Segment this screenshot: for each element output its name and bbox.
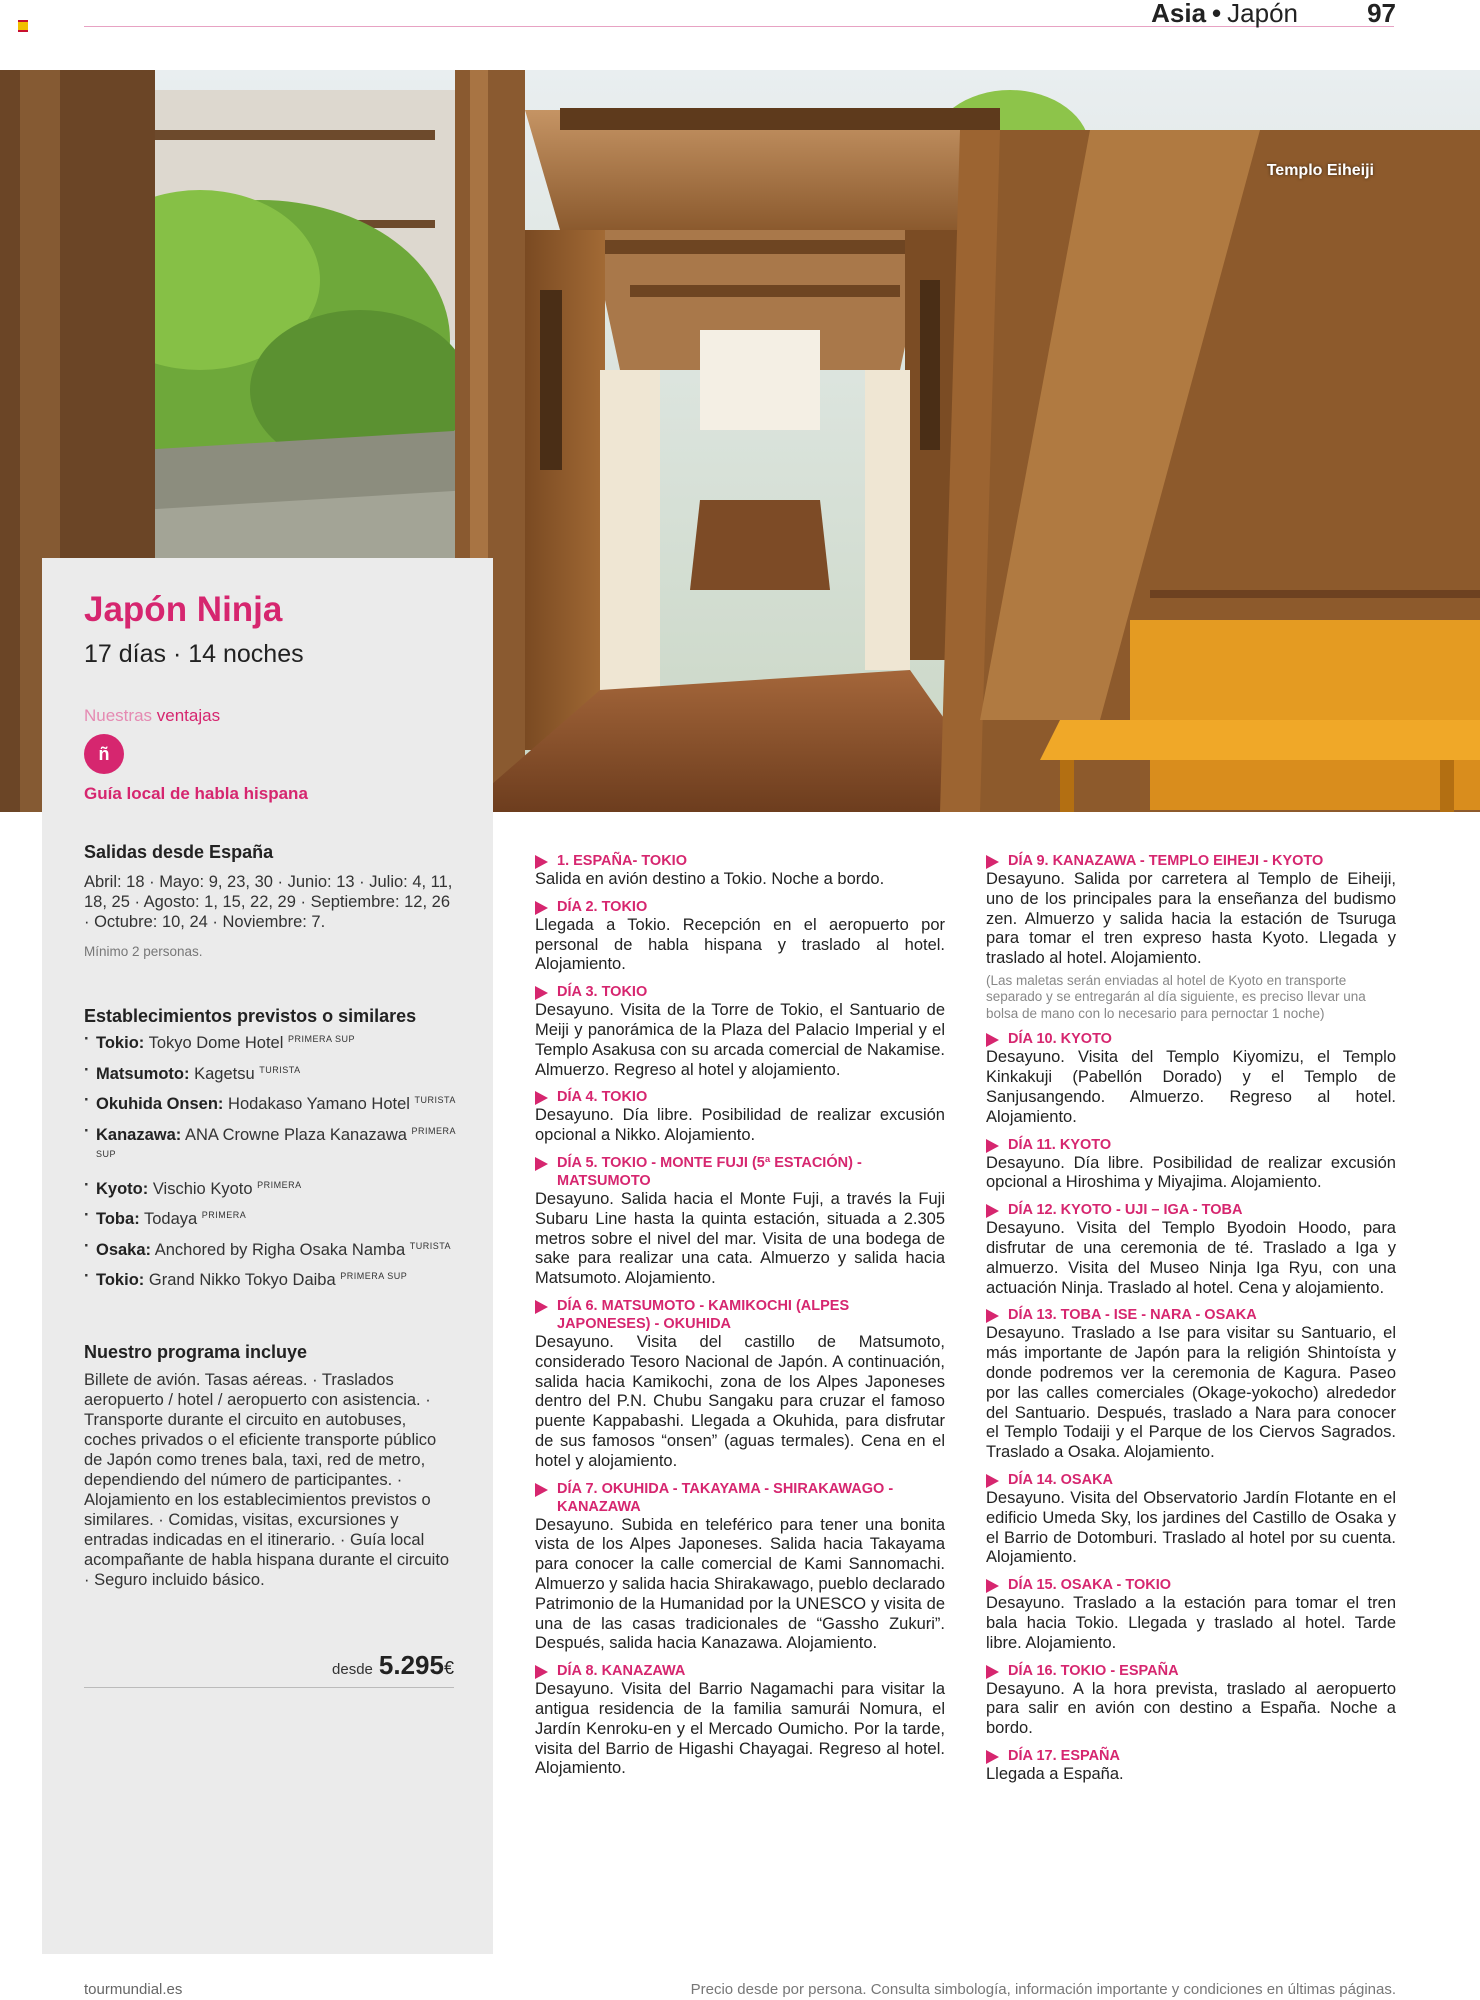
day-text: Llegada a España.	[986, 1765, 1124, 1783]
minimum-persons: Mínimo 2 personas.	[84, 944, 203, 959]
day-title: DÍA 12. KYOTO - UJI – IGA - TOBA	[986, 1201, 1396, 1219]
hotel-name: Tokyo Dome Hotel	[148, 1034, 284, 1052]
page-header	[1151, 0, 1298, 29]
hotel-category: TURISTA	[409, 1240, 452, 1251]
departures-heading: Salidas desde España	[84, 842, 274, 862]
itinerary-day	[535, 1088, 945, 1146]
hotel-item	[84, 1267, 464, 1291]
hotel-name: Grand Nikko Tokyo Daiba	[148, 1271, 336, 1289]
hotel-city: Tokio:	[96, 1034, 145, 1052]
price-amount	[379, 1650, 454, 1680]
day-title: DÍA 7. OKUHIDA - TAKAYAMA - SHIRAKAWAGO - KANAZAWA	[535, 1480, 945, 1516]
day-text: Desayuno. Visita del Barrio Nagamachi para visitar la antigua residencia de la familia samurái Nomura, el Jardín Kenroku-en y el Mercado Oumicho. Por la tarde, visita del Barrio de Higashi Chayagai. Regreso al hotel. Alojamiento.	[535, 1680, 945, 1778]
hotel-item	[84, 1030, 464, 1054]
day-text: Desayuno. Visita del Templo Byodoin Hoodo, para disfrutar de una ceremonia de té. Traslado a Iga y almuerzo. Visita del Museo Ninja Iga Ryu, con una actuación Ninja. Traslado al hotel. Cena y alojamiento.	[986, 1219, 1396, 1297]
price-currency: €	[443, 1658, 454, 1678]
day-title: DÍA 15. OSAKA - TOKIO	[986, 1576, 1396, 1594]
hotels-heading: Establecimientos previstos o similares	[84, 1006, 417, 1026]
includes-heading: Nuestro programa incluye	[84, 1342, 308, 1362]
advantages-label	[84, 706, 220, 726]
trip-duration: 17 días · 14 noches	[84, 640, 304, 668]
itinerary-day	[986, 1662, 1396, 1739]
hotel-item	[84, 1061, 464, 1085]
day-text: Desayuno. Salida por carretera al Templo de Eiheiji, uno de los principales para la enseñanza del budismo zen. Almuerzo y salida hacia la estación de Tsuruga para tomar el tren expreso hasta Kyoto. Llegada y traslado al hotel. Alojamiento.	[986, 870, 1396, 968]
hotel-name: Kagetsu	[194, 1064, 255, 1083]
day-title: DÍA 8. KANAZAWA	[535, 1662, 945, 1680]
day-text: Desayuno. Visita del Observatorio Jardín Flotante en el edificio Umeda Sky, los jardines del Castillo de Osaka y el Barrio de Dotomburi. Traslado al hotel por su cuenta. Alojamiento.	[986, 1489, 1396, 1567]
day-text: Desayuno. Salida hacia el Monte Fuji, a través la Fuji Subaru Line hasta la quinta estación, situada a 2.305 metros sobre el nivel del mar. Visita de una bodega de sake para realizar una cata. Almuerzo y salida hacia Matsumoto. Alojamiento.	[535, 1189, 945, 1288]
hotel-city: Okuhida Onsen:	[96, 1095, 224, 1113]
hotel-category: TURISTA	[414, 1095, 456, 1105]
hotel-city: Osaka:	[96, 1240, 152, 1259]
hotel-category: PRIMERA	[257, 1179, 302, 1190]
itinerary-day	[986, 1747, 1396, 1785]
itinerary-day	[535, 1662, 945, 1779]
day-text: Salida en avión destino a Tokio. Noche a bordo.	[535, 870, 885, 888]
itinerary-column-2	[986, 852, 1396, 1793]
day-title: DÍA 4. TOKIO	[535, 1088, 945, 1106]
hotel-category: TURISTA	[259, 1064, 301, 1075]
day-title: 1. ESPAÑA- TOKIO	[535, 852, 945, 870]
trip-summary-panel	[42, 558, 493, 1954]
header-region: Asia	[1151, 0, 1207, 28]
day-note: (Las maletas serán enviadas al hotel de Kyoto en transporte separado y se entregarán al día siguiente, es preciso llevar una bolsa de mano con lo necesario para pernoctar 1 noche)	[986, 972, 1366, 1021]
hotel-category: PRIMERA SUP	[287, 1034, 355, 1044]
hotel-item	[84, 1091, 464, 1115]
footer-site-link[interactable]: tourmundial.es	[84, 1981, 183, 1998]
hotel-city: Matsumoto:	[96, 1064, 190, 1083]
itinerary-day	[986, 1576, 1396, 1653]
footer-note: Precio desde por persona. Consulta simbología, información importante y condiciones en últimas páginas.	[690, 1981, 1396, 1998]
hotel-item	[84, 1122, 464, 1169]
advantage-item: Guía local de habla hispana	[84, 784, 308, 803]
hotel-name: ANA Crowne Plaza Kanazawa	[184, 1125, 407, 1144]
spain-flag-icon	[18, 20, 28, 32]
hotel-name: Todaya	[143, 1210, 198, 1228]
day-text: Desayuno. Traslado a Ise para visitar su Santuario, el más importante de Japón para la religión Shintoísta y donde podremos ver la ceremonia de Kagura. Paseo por las calles comerciales (Okage-yokocho) alrededor del Santuario. Después, traslado a Nara para conocer el Templo Todaiji y el Parque de los Ciervos Sagrados. Traslado a Osaka. Alojamiento.	[986, 1324, 1396, 1462]
hotel-item	[84, 1176, 464, 1200]
day-title: DÍA 2. TOKIO	[535, 898, 945, 916]
itinerary-day	[986, 1471, 1396, 1568]
hotel-category: PRIMERA SUP	[340, 1271, 408, 1281]
day-title: DÍA 9. KANAZAWA - TEMPLO EIHEJI - KYOTO	[986, 852, 1396, 870]
hotel-city: Kyoto:	[96, 1179, 149, 1198]
hotel-name: Hodakaso Yamano Hotel	[228, 1095, 410, 1113]
hotel-item	[84, 1237, 464, 1261]
itinerary-day	[535, 1154, 945, 1289]
photo-caption: Templo Eiheiji	[1266, 162, 1374, 179]
itinerary-day	[535, 983, 945, 1080]
day-text: Desayuno. Visita del castillo de Matsumoto, considerado Tesoro Nacional de Japón. A continuación, salida hacia Kamikochi, zona de los Alpes Japoneses dentro del P.N. Chubu Sangaku para cruzar el famoso puente Kappabashi. Llegada a Okuhida, para disfrutar de sus famosos “onsen” (aguas termales). Cena en el hotel y alojamiento.	[535, 1332, 945, 1470]
hotel-name: Vischio Kyoto	[152, 1179, 253, 1198]
itinerary-day	[986, 852, 1396, 1022]
hotel-city: Toba:	[96, 1210, 140, 1228]
day-text: Desayuno. Traslado a la estación para tomar el tren bala hacia Tokio. Llegada y traslado al hotel. Tarde libre. Alojamiento.	[986, 1594, 1396, 1652]
spanish-guide-icon: ñ	[84, 734, 124, 774]
day-title: DÍA 3. TOKIO	[535, 983, 945, 1001]
hotel-city: Kanazawa:	[96, 1125, 182, 1144]
day-text: Desayuno. Visita del Templo Kiyomizu, el Templo Kinkakuji (Pabellón Dorado) y el Templo de Sanjusangendo. Almuerzo. Regreso al hotel. Alojamiento.	[986, 1048, 1396, 1126]
day-text: Desayuno. A la hora prevista, traslado al aeropuerto para salir en avión con destino a España. Noche a bordo.	[986, 1679, 1396, 1738]
hotel-city: Tokio:	[96, 1271, 145, 1289]
advantages-label-prefix: Nuestras	[84, 706, 153, 725]
day-text: Desayuno. Subida en teleférico para tener una bonita vista de los Alpes Japoneses. Salida hacia Takayama para conocer la calle comercial de Kami Sannomachi. Almuerzo y salida hacia Shirakawago, pueblo declarado Patrimonio de la Humanidad por la UNESCO y visita de una de las casas tradicionales de “Gassho Zukuri”. Después, salida hacia Kanazawa. Alojamiento.	[535, 1515, 945, 1653]
day-title: DÍA 11. KYOTO	[986, 1136, 1396, 1154]
day-title: DÍA 16. TOKIO - ESPAÑA	[986, 1662, 1396, 1680]
day-text: Llegada a Tokio. Recepción en el aeropuerto por personal de habla hispana y traslado al hotel. Alojamiento.	[535, 915, 945, 974]
day-title: DÍA 14. OSAKA	[986, 1471, 1396, 1489]
itinerary-day	[535, 1480, 945, 1655]
header-country: Japón	[1227, 0, 1298, 28]
day-title: DÍA 10. KYOTO	[986, 1030, 1396, 1048]
trip-title: Japón Ninja	[84, 590, 283, 629]
hotel-category: PRIMERA	[201, 1210, 247, 1220]
day-title: DÍA 17. ESPAÑA	[986, 1747, 1396, 1765]
itinerary-day	[535, 852, 945, 890]
hotels-list	[84, 1030, 464, 1298]
departures-text: Abril: 18 · Mayo: 9, 23, 30 · Junio: 13 · Julio: 4, 11, 18, 25 · Agosto: 1, 15, 22, 29 · Septiembre: 12, 26 · Octubre: 10, 24 · Noviembre: 7.	[84, 873, 453, 931]
itinerary-day	[986, 1306, 1396, 1463]
day-title: DÍA 5. TOKIO - MONTE FUJI (5ª ESTACIÓN) - MATSUMOTO	[535, 1154, 945, 1190]
hotel-category: PRIMERA SUP	[96, 1125, 456, 1159]
hotel-item	[84, 1206, 464, 1230]
itinerary-column-1	[535, 852, 945, 1787]
page-number: 97	[1367, 0, 1396, 28]
advantages-label-suffix: ventajas	[156, 706, 221, 725]
price-value: 5.295	[378, 1650, 444, 1680]
day-title: DÍA 6. MATSUMOTO - KAMIKOCHI (ALPES JAPONESES) - OKUHIDA	[535, 1297, 945, 1333]
day-text: Desayuno. Día libre. Posibilidad de realizar excusión opcional a Hiroshima y Miyajima. Alojamiento.	[986, 1153, 1396, 1192]
itinerary-day	[535, 898, 945, 975]
hotel-name: Anchored by Righa Osaka Namba	[154, 1240, 406, 1259]
itinerary-day	[986, 1201, 1396, 1298]
day-text: Desayuno. Día libre. Posibilidad de realizar excusión opcional a Nikko. Alojamiento.	[535, 1106, 945, 1145]
day-title: DÍA 13. TOBA - ISE - NARA - OSAKA	[986, 1306, 1396, 1324]
itinerary-day	[986, 1136, 1396, 1194]
itinerary-day	[986, 1030, 1396, 1127]
itinerary-day	[535, 1297, 945, 1472]
header-separator: •	[1212, 0, 1222, 28]
day-text: Desayuno. Visita de la Torre de Tokio, el Santuario de Meiji y panorámica de la Plaza del Palacio Imperial y el Templo Asakusa con su arcada comercial de Nakamise. Almuerzo. Regreso al hotel y alojamiento.	[535, 1001, 945, 1079]
price-block	[84, 1650, 454, 1688]
price-from-label: desde	[332, 1661, 373, 1678]
includes-text: Billete de avión. Tasas aéreas. · Traslados aeropuerto / hotel / aeropuerto con asistencia. · Transporte durante el circuito en autobuses, coches privados o el eficiente transporte público de Japón como trenes bala, taxi, red de metro, dependiendo del número de participantes. · Alojamiento en los establecimientos previstos o similares. · Comidas, visitas, excursiones y entradas indicadas en el itinerario. · Guía local acompañante de habla hispana durante el circuito · Seguro incluido básico.	[84, 1371, 450, 1589]
